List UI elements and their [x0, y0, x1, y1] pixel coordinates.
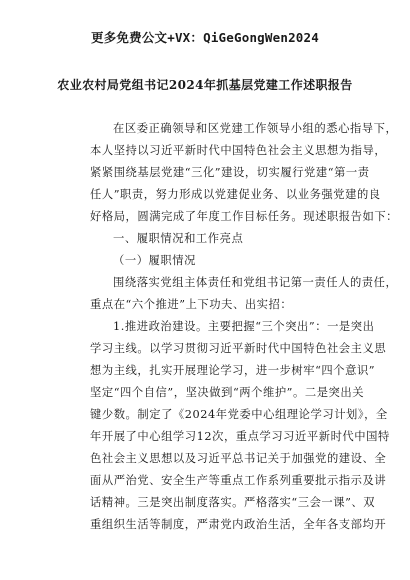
body-line: 键少数。制定了《2024年党委中心组理论学习计划》，全 — [90, 408, 388, 421]
body-line: 紧紧围绕基层党建“三化”建设，切实履行党建“第一责 — [90, 166, 370, 179]
body-line: 围绕落实党组主体责任和党组书记第一责任人的责任， — [113, 276, 398, 289]
body-line: 任人”职责，努力形成以党建促业务、以业务强党建的良 — [90, 188, 381, 201]
section-heading: 一、履职情况和工作亮点 — [113, 232, 244, 245]
body-line: 面从严治党、安全生产等重点工作系列重要批示指示及讲 — [90, 474, 387, 487]
body-line: 想为主线，扎实开展理论学习，进一步树牢“四个意识” — [90, 364, 376, 377]
body-line: 色社会主义思想以及习近平总书记关于加强党的建设、全 — [90, 452, 387, 465]
watermark-header: 更多免费公文+VX：QiGeGongWen2024 — [91, 30, 319, 45]
body-line: 话精神。三是突出制度落实。严格落实“三会一课”、双 — [90, 496, 376, 509]
body-line: 学习主线。以学习贯彻习近平新时代中国特色社会主义思 — [90, 342, 387, 355]
body-line: 坚定“四个自信”，坚决做到“两个维护”。二是突出关 — [90, 386, 365, 399]
body-line: 年开展了中心组学习12次，重点学习习近平新时代中国特 — [90, 430, 390, 443]
body-line: 在区委正确领导和区党建工作领导小组的悉心指导下， — [113, 122, 398, 135]
subsection-heading: （一）履职情况 — [113, 254, 196, 267]
document-body — [90, 118, 399, 536]
body-line: 1.推进政治建设。主要把握“三个突出”：一是突出 — [113, 320, 375, 333]
document-title: 农业农村局党组书记2024年抓基层党建工作述职报告 — [57, 78, 353, 92]
body-line: 重点在“六个推进”上下功夫、出实招： — [90, 298, 293, 311]
body-line: 本人坚持以习近平新时代中国特色社会主义思想为指导， — [90, 144, 387, 157]
body-line: 好格局，圆满完成了年度工作目标任务。现述职报告如下： — [90, 210, 399, 223]
body-line: 重组织生活等制度，严肃党内政治生活，全年各支部均开 — [90, 518, 387, 531]
